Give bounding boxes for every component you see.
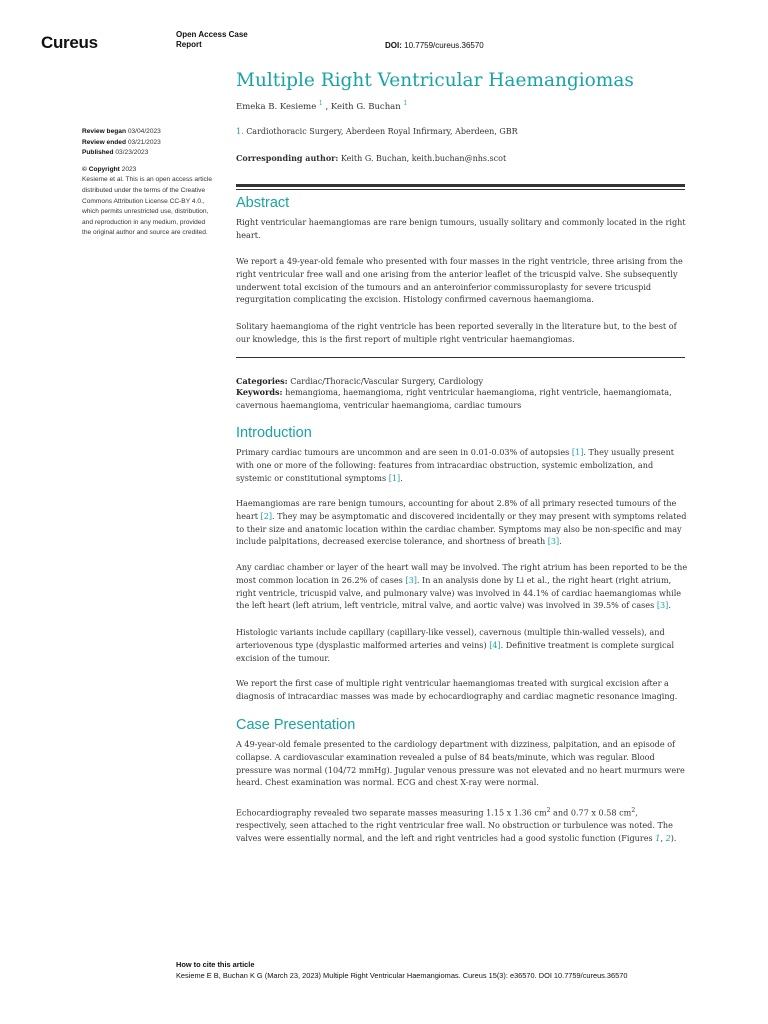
categories-label: Categories: xyxy=(236,376,288,386)
intro-paragraph: Any cardiac chamber or layer of the heart wall may be involved. The right atrium has been reported to be the most common location in 26.2% of cases [3]. In an analysis done by Li et al., the right heart (right atrium, right ventricle, tricuspid valve, and pulmonary valve) was involved in 44.1% of cardiac haemangiomas while the left heart (left atrium, left ventricle, mitral valve, and aortic valve) was involved in 39.5% of cases [3]. xyxy=(236,562,688,611)
citation-link[interactable]: [3] xyxy=(656,600,669,611)
doi-label: DOI: xyxy=(385,41,402,50)
figure-link[interactable]: 1 xyxy=(655,833,661,844)
case-paragraph: A 49-year-old female presented to the cardiology department with dizziness, palpitation, and an episode of collapse. A cardiovascular examination revealed a pulse of 84 beats/minute, which was regular. Blood pressure was normal (104/72 mmHg). Jugular venous pressure was not elevated and no heart murmurs were heard. Chest examination was normal. ECG and chest X-ray were normal. xyxy=(236,739,685,788)
citation-link[interactable]: [2] xyxy=(260,510,272,521)
section-divider xyxy=(236,189,685,190)
figure-link[interactable]: 2 xyxy=(665,833,671,844)
intro-paragraph: Histologic variants include capillary (capillary-like vessel), cavernous (multiple thin-walled vessels), and arteriovenous type (dysplastic malformed arteries and veins) [4]. Definitive treatment is complete surgical excision of the tumour. xyxy=(236,627,675,663)
review-ended-label: Review ended xyxy=(82,138,126,146)
affiliation-number: 1. xyxy=(236,127,244,136)
author-separator: , xyxy=(322,101,331,112)
section-divider xyxy=(236,357,685,358)
author-affiliation-ref[interactable]: 1 xyxy=(318,100,323,107)
section-divider xyxy=(236,184,685,187)
categories-text: Cardiac/Thoracic/Vascular Surgery, Cardiology xyxy=(290,376,484,386)
case-presentation-heading: Case Presentation xyxy=(236,717,356,733)
abstract-paragraph: We report a 49-year-old female who presented with four masses in the right ventricle, three arising from the right ventricular free wall and one arising from the anterior leaflet of the tricuspid valve. She subsequently underwent total excision of the tumours and an anteroinferior commissuroplasty for severe tricuspid regurgitation complicating the excision. Histology confirmed cavernous haemangioma. xyxy=(236,256,683,305)
review-began-date: 03/04/2023 xyxy=(127,128,161,135)
article-sidebar xyxy=(82,127,214,239)
affiliation-text: Cardiothoracic Surgery, Aberdeen Royal Infirmary, Aberdeen, GBR xyxy=(246,127,518,136)
abstract-paragraph: Solitary haemangioma of the right ventricle has been reported severally in the literature but, to the best of our knowledge, this is the first report of multiple right ventricular haemangiomas. xyxy=(236,321,677,344)
cureus-logo[interactable]: Cureus xyxy=(41,33,98,52)
affiliation xyxy=(236,127,518,136)
intro-paragraph: Primary cardiac tumours are uncommon and are seen in 0.01-0.03% of autopsies [1]. They usually present with one or more of the following: features from intracardiac obstruction, systemic embolization, and systemic or constitutional symptoms [1]. xyxy=(236,447,675,483)
keywords-text: hemangioma, haemangioma, right ventricular haemangioma, right ventricle, haemangiomata, cavernous haemangioma, ventricular haemangioma, cardiac tumours xyxy=(236,387,672,410)
author-list xyxy=(236,100,407,112)
review-ended-date: 03/21/2023 xyxy=(127,138,161,146)
corresponding-author xyxy=(236,153,506,163)
intro-paragraph: Haemangiomas are rare benign tumours, accounting for about 2.8% of all primary resected tumours of the heart [2]. They may be asymptomatic and discovered incidentally or they may present with symptoms related to their size and anatomic location within the cardiac chamber. Symptoms may also be non-specific and may include palpitations, decreased exercise tolerance, and shortness of breath [3]. xyxy=(236,498,687,547)
author-name[interactable]: Keith G. Buchan xyxy=(330,101,401,112)
copyright-label: © Copyright xyxy=(82,165,120,173)
citation-link[interactable]: [3] xyxy=(405,574,417,585)
article-type: Open Access Case Report xyxy=(176,30,248,49)
published-label: Published xyxy=(82,149,114,157)
author-name[interactable]: Emeka B. Kesieme xyxy=(236,101,317,112)
corresponding-text[interactable]: Keith G. Buchan, keith.buchan@nhs.scot xyxy=(340,154,507,163)
doi-value[interactable]: 10.7759/cureus.36570 xyxy=(404,41,484,50)
author-affiliation-ref[interactable]: 1 xyxy=(403,100,408,107)
abstract-paragraph: Right ventricular haemangiomas are rare benign tumours, usually solitary and commonly located in the right heart. xyxy=(236,217,686,240)
citation-footer xyxy=(176,959,736,981)
citation-link[interactable]: [1] xyxy=(388,472,401,483)
cite-heading: How to cite this article xyxy=(176,960,255,969)
corresponding-label: Corresponding author: xyxy=(236,153,339,163)
published-date: 03/23/2023 xyxy=(115,149,149,157)
intro-paragraph: We report the first case of multiple right ventricular haemangiomas treated with surgical excision after a diagnosis of intracardiac masses was made by echocardiography and cardiac magnetic resonance imaging. xyxy=(236,678,678,701)
article-title: Multiple Right Ventricular Haemangiomas xyxy=(236,70,634,91)
citation-link[interactable]: [4] xyxy=(489,639,501,650)
doi[interactable] xyxy=(385,41,484,50)
license-text: Kesieme et al. This is an open access article distributed under the terms of the Creative Commons Attribution License CC-BY 4.0., which permits unrestricted use, distribution, and reproduction in any medium, provided the original author and source are credited. xyxy=(82,176,212,237)
cite-text: Kesieme E B, Buchan K G (March 23, 2023) Multiple Right Ventricular Haemangiomas. Cureus 15(3): e36570. DOI 10.7759/cureus.36570 xyxy=(176,971,628,980)
case-paragraph: Echocardiography revealed two separate masses measuring 1.15 x 1.36 $cm^2$ and 0.77 x 0.58 $cm^2$, respectively, seen attached to the right ventricular free wall. No obstruction or turbulence was noted. The valves were essentially normal, and the left and right ventricles had a good systolic function (Figures 1, 2). xyxy=(236,807,677,844)
introduction-heading: Introduction xyxy=(236,425,312,441)
keywords-label: Keywords: xyxy=(236,387,283,397)
copyright-year: 2023 xyxy=(121,165,137,173)
keywords xyxy=(236,386,690,412)
abstract-heading: Abstract xyxy=(236,195,290,211)
citation-link[interactable]: [1] xyxy=(571,447,584,457)
review-began-label: Review began xyxy=(82,128,126,135)
citation-link[interactable]: [3] xyxy=(547,536,560,547)
